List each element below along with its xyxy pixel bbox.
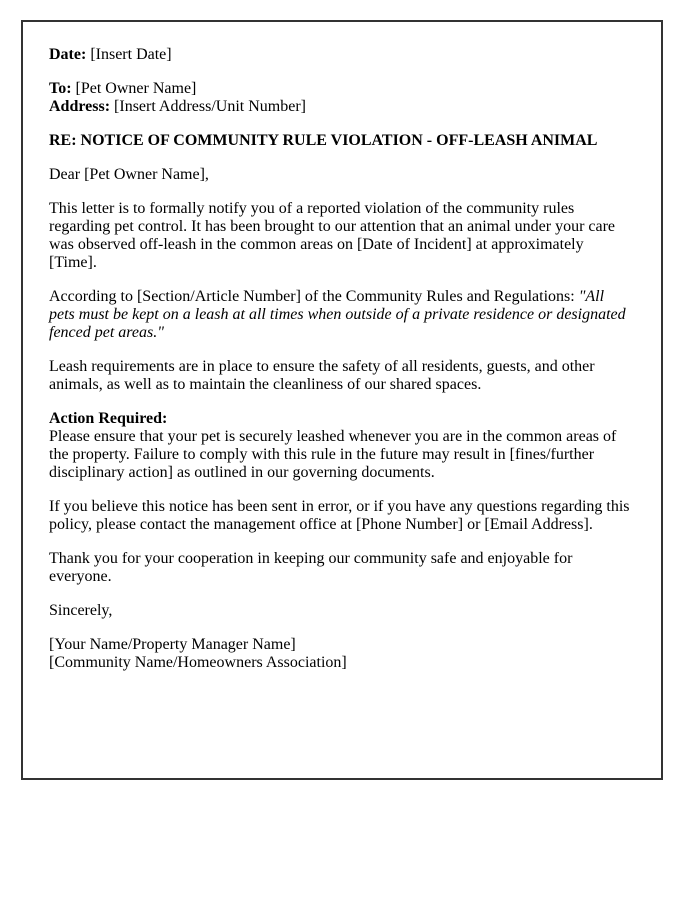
address-label: Address: (49, 98, 111, 115)
date-line (49, 46, 632, 64)
paragraph-purpose: Leash requirements are in place to ensure the safety of all residents, guests, and other animals, as well as to maintain the cleanliness of our shared spaces. (49, 358, 595, 393)
signature-block (49, 636, 632, 672)
closing: Sincerely, (49, 602, 113, 619)
paragraph-rule-reference (49, 288, 632, 342)
paragraph-error-contact: If you believe this notice has been sent in error, or if you have any questions regarding this policy, please contact the management office at [Phone Number] or [Email Address]. (49, 498, 630, 533)
action-required-block (49, 410, 632, 482)
action-required-text: Please ensure that your pet is securely leashed whenever you are in the common areas of the property. Failure to comply with this rule in the future may result in [fines/further disciplinary action] as outlined in our governing documents. (49, 428, 617, 481)
address-value: [Insert Address/Unit Number] (114, 98, 307, 115)
rule-quote: "All pets must be kept on a leash at all times when outside of a private residence or designated fenced pet areas." (49, 288, 626, 341)
to-value: [Pet Owner Name] (75, 80, 197, 97)
to-label: To: (49, 80, 72, 97)
salutation: Dear [Pet Owner Name], (49, 166, 209, 183)
subject-line: RE: NOTICE OF COMMUNITY RULE VIOLATION - OFF-LEASH ANIMAL (49, 132, 598, 149)
rule-intro: According to [Section/Article Number] of the Community Rules and Regulations: (49, 288, 575, 305)
paragraph-notification: This letter is to formally notify you of a reported violation of the community rules regarding pet control. It has been brought to our attention that an animal under your care was observed off-leash in the common areas on [Date of Incident] at approximately [Time]. (49, 200, 616, 271)
recipient-block (49, 80, 632, 116)
date-label: Date: (49, 46, 87, 63)
date-value: [Insert Date] (90, 46, 172, 63)
signature-organization: [Community Name/Homeowners Association] (49, 654, 347, 671)
violation-notice-letter (21, 20, 663, 780)
paragraph-thanks: Thank you for your cooperation in keeping our community safe and enjoyable for everyone. (49, 550, 573, 585)
action-required-label: Action Required: (49, 410, 168, 427)
signature-name: [Your Name/Property Manager Name] (49, 636, 296, 653)
